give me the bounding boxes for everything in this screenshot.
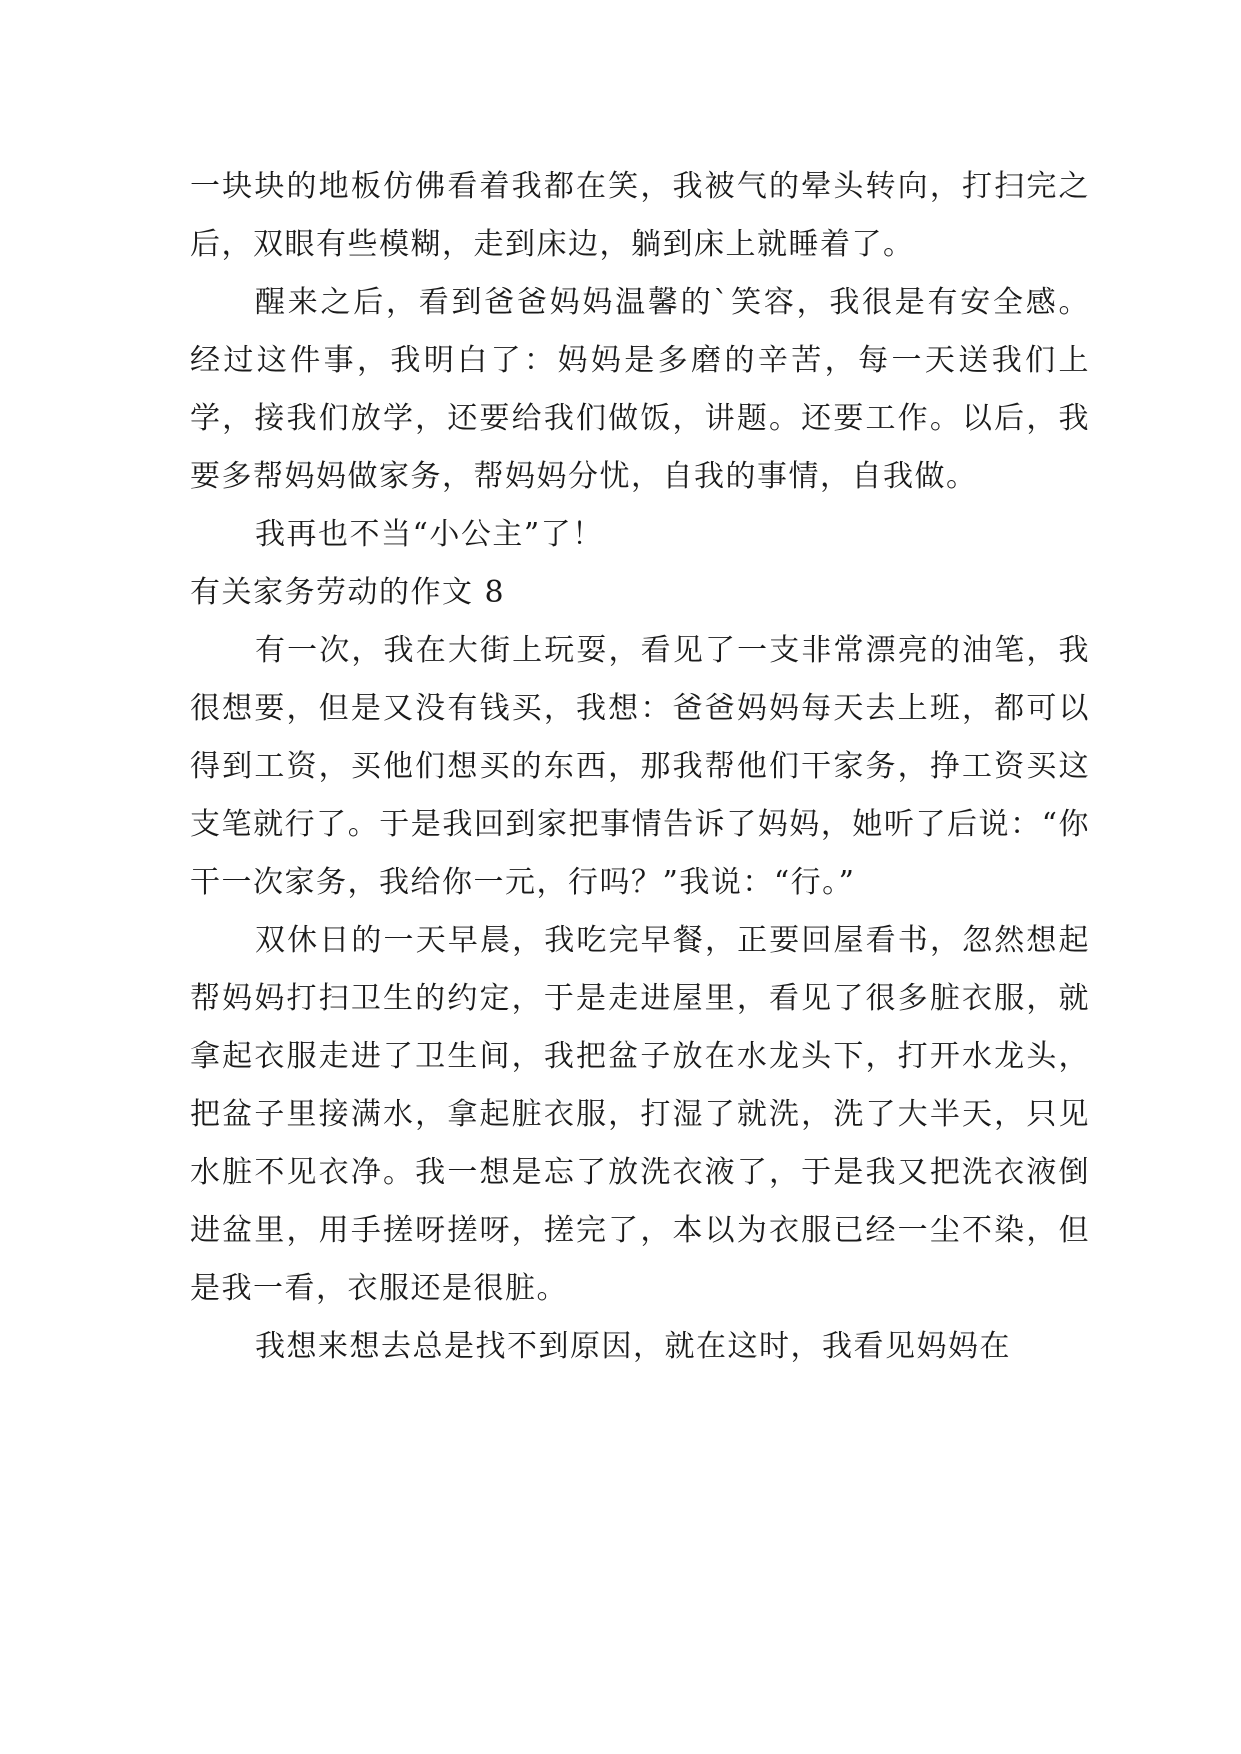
paragraph-conclusion: 我再也不当“小公主”了！ (255, 517, 604, 552)
paragraph-continues: 我想来想去总是找不到原因，就在这时，我看见妈妈在 (255, 1329, 1011, 1364)
paragraph-continued: 一块块的地板仿佛看着我都在笑，我被气的晕头转向，打扫完之后，双眼有些模糊，走到床边，躺到床上就睡着了。 (190, 169, 1090, 262)
paragraph-washing-clothes: 双休日的一天早晨，我吃完早餐，正要回屋看书，忽然想起帮妈妈打扫卫生的约定，于是走进屋里，看见了很多脏衣服，就拿起衣服走进了卫生间，我把盆子放在水龙头下，打开水龙头，把盆子里接满水，拿起脏衣服，打湿了就洗，洗了大半天，只见水脏不见衣净。我一想是忘了放洗衣液了，于是我又把洗衣液倒进盆里，用手搓呀搓呀，搓完了，本以为衣服已经一尘不染，但是我一看，衣服还是很脏。 (190, 923, 1090, 1306)
paragraph-waking-up: 醒来之后，看到爸爸妈妈温馨的`笑容，我很是有安全感。经过这件事，我明白了：妈妈是多磨的辛苦，每一天送我们上学，接我们放学，还要给我们做饭，讲题。还要工作。以后，我要多帮妈妈做家务，帮妈妈分忧，自我的事情，自我做。 (190, 285, 1090, 494)
paragraph-pen-story: 有一次，我在大街上玩耍，看见了一支非常漂亮的油笔，我很想要，但是又没有钱买，我想：爸爸妈妈每天去上班，都可以得到工资，买他们想买的东西，那我帮他们干家务，挣工资买这支笔就行了。于是我回到家把事情告诉了妈妈，她听了后说：“你干一次家务，我给你一元，行吗？”我说：“行。” (190, 633, 1090, 900)
document-body (190, 158, 1090, 1376)
section-title: 有关家务劳动的作文 8 (190, 575, 506, 610)
